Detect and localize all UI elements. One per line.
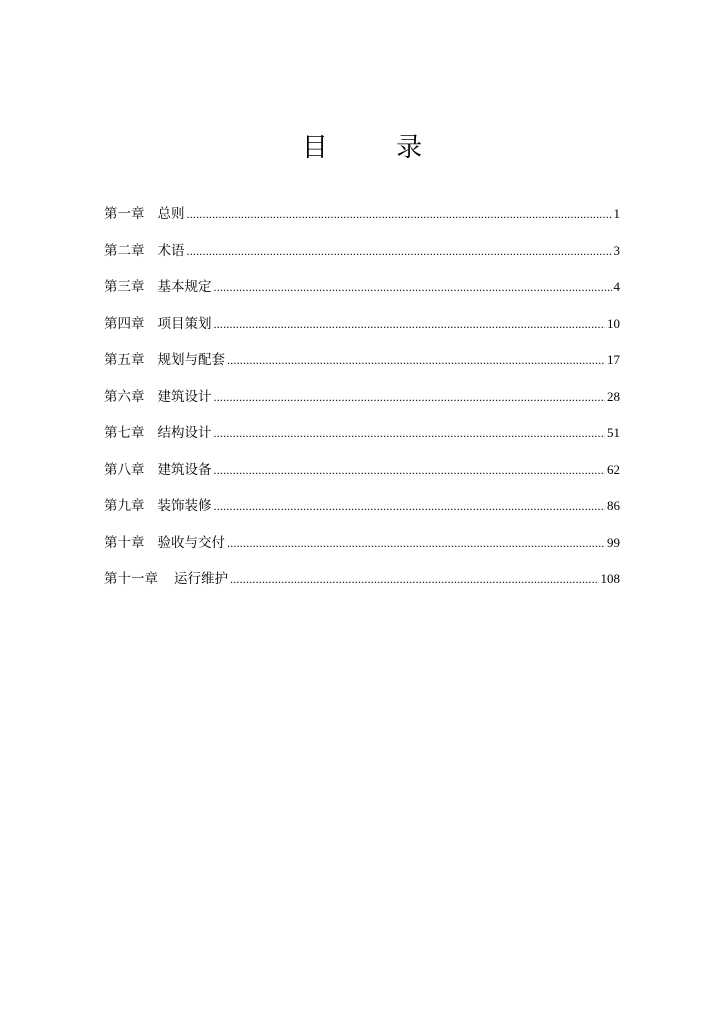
- chapter-title: 基本规定: [157, 279, 212, 295]
- dot-leader: [214, 496, 606, 516]
- chapter-number: 第九章: [104, 498, 145, 514]
- toc-entry[interactable]: [104, 314, 620, 351]
- dot-leader: [187, 241, 612, 261]
- toc-entry[interactable]: [104, 387, 620, 424]
- dot-leader: [227, 533, 605, 553]
- toc-entry[interactable]: [104, 277, 620, 314]
- toc-entry[interactable]: [104, 460, 620, 497]
- chapter-number: 第二章: [104, 242, 145, 259]
- page-number: 62: [607, 461, 620, 477]
- chapter-number: 第十章: [104, 534, 145, 551]
- page-number: 51: [607, 425, 620, 440]
- dot-leader: [214, 277, 612, 297]
- page-number: 3: [613, 242, 620, 258]
- dot-leader: [230, 569, 599, 589]
- chapter-number: 第十一章: [104, 571, 158, 587]
- chapter-title: 验收与交付: [157, 534, 225, 551]
- toc-entry[interactable]: [104, 204, 620, 241]
- toc-entry[interactable]: [104, 423, 620, 460]
- dot-leader: [214, 423, 606, 443]
- chapter-number: 第五章: [104, 352, 145, 368]
- page-number: 28: [607, 388, 620, 404]
- toc-title: 目 录: [301, 133, 453, 163]
- page-number: 1: [613, 206, 620, 221]
- chapter-title: 术语: [157, 242, 185, 259]
- page-number: 86: [607, 498, 620, 513]
- chapter-title: 运行维护: [174, 571, 228, 587]
- chapter-number: 第一章: [104, 206, 145, 222]
- chapter-title: 结构设计: [157, 425, 212, 441]
- dot-leader: [214, 460, 606, 480]
- toc-entry[interactable]: [104, 350, 620, 387]
- chapter-title: 总则: [157, 206, 185, 222]
- chapter-title: 建筑设计: [157, 388, 212, 405]
- dot-leader: [227, 350, 605, 370]
- table-of-contents: [104, 204, 620, 606]
- page-number: 17: [607, 352, 620, 367]
- chapter-title: 项目策划: [157, 315, 212, 332]
- chapter-number: 第四章: [104, 315, 145, 332]
- chapter-title: 装饰装修: [157, 498, 212, 514]
- page-number: 108: [600, 571, 620, 586]
- chapter-number: 第七章: [104, 425, 145, 441]
- chapter-title: 建筑设备: [157, 461, 212, 478]
- toc-entry[interactable]: [104, 569, 620, 606]
- page-number: 4: [613, 279, 620, 294]
- toc-entry[interactable]: [104, 496, 620, 533]
- dot-leader: [214, 387, 606, 407]
- dot-leader: [187, 204, 612, 224]
- page-number: 99: [607, 534, 620, 550]
- chapter-number: 第六章: [104, 388, 145, 405]
- chapter-title: 规划与配套: [157, 352, 225, 368]
- chapter-number: 第三章: [104, 279, 145, 295]
- page-number: 10: [607, 315, 620, 331]
- dot-leader: [214, 314, 606, 334]
- toc-entry[interactable]: [104, 533, 620, 570]
- toc-entry[interactable]: [104, 241, 620, 278]
- chapter-number: 第八章: [104, 461, 145, 478]
